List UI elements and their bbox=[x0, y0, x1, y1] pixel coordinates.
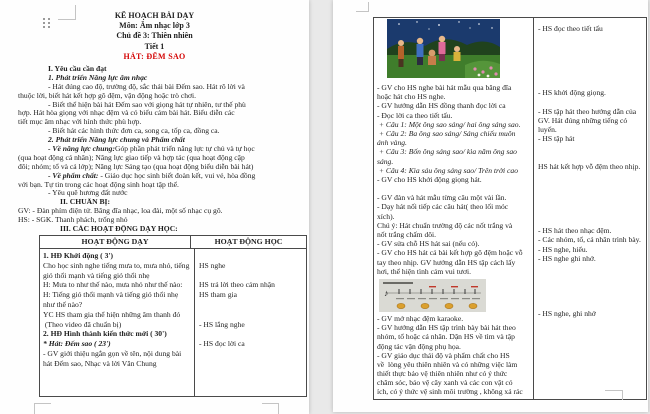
text-line: - HS hát theo nhạc đệm. bbox=[538, 226, 612, 236]
text-line: - HS nghe ghi nhớ. bbox=[538, 253, 596, 263]
lesson-plan-body-text bbox=[18, 65, 306, 234]
text-line: (Theo video đã chuẩn bị) bbox=[43, 319, 122, 329]
text-line: H: Tiếng gió thổi mạnh và tiếng gió thổi nhẹ bbox=[43, 290, 179, 300]
text-line bbox=[199, 271, 306, 281]
text-line: tay theo nhịp. GV hướng dẫn HS tập cách lấy bbox=[377, 257, 516, 267]
text-line bbox=[538, 300, 645, 309]
text-line: - Biết hát các hình thức đơn ca, song ca, tốp ca, đồng ca. bbox=[48, 127, 220, 136]
children-night-sky-illustration bbox=[387, 19, 500, 78]
text-line: - Dạy hát nối tiếp các câu hát( theo lối móc bbox=[377, 202, 509, 212]
text-line: + Câu 2: Ba ông sao sáng/ Sáng chiếu muôn bbox=[377, 128, 516, 138]
lesson-plan-heading bbox=[0, 0, 309, 62]
text-line: KẾ HOẠCH BÀI DẠY bbox=[114, 11, 195, 20]
text-line: YC HS tham gia thể hiện những âm thanh đó bbox=[43, 309, 181, 319]
text-line bbox=[538, 180, 645, 189]
text-line: - GV đàn và hát mẫu từng câu một vài lần. bbox=[377, 193, 507, 203]
text-line bbox=[18, 145, 306, 154]
text-line: - GV hướng dẫn HS đồng thanh đọc lời ca bbox=[377, 101, 506, 111]
text-line bbox=[538, 33, 645, 42]
text-line: - HS đọc theo tiết tấu bbox=[538, 24, 603, 33]
text-line bbox=[538, 189, 645, 198]
teaching-steps-bottom bbox=[377, 314, 531, 397]
text-line: sáng. bbox=[377, 156, 394, 166]
text-line: về lòng yêu thiên nhiên và có những việc làm bbox=[377, 359, 518, 369]
text-line: HÁT: ĐẾM SAO bbox=[123, 51, 186, 61]
text-line: Môn: Âm nhạc lớp 3 bbox=[119, 21, 190, 31]
text-line: H: Mưa to như thế nào, mưa nhỏ như thế nào: bbox=[43, 280, 183, 290]
text-line: HS trả lời theo cảm nhận bbox=[199, 280, 275, 290]
text-line: HS tham gia bbox=[199, 290, 237, 300]
text-line: (qua hoạt động cá nhân); Năng lực giao tiếp và hợp tác (qua hoạt động cặp bbox=[18, 153, 245, 162]
text-line: + Câu 1: Một ông sao sáng/ hai ông sáng sao. bbox=[377, 119, 521, 129]
text-line: 1. HĐ Khởi động ( 3') bbox=[43, 251, 114, 260]
text-line: + Câu 3: Bốn ông sáng sao/ kìa năm ông sao bbox=[377, 147, 517, 157]
text-line bbox=[538, 98, 645, 107]
text-line: - HS tập hát theo hướng dẫn của bbox=[538, 106, 637, 116]
text-line: - Đọc lời ca theo tiết tấu. bbox=[377, 110, 453, 120]
text-line: Tiết 1 bbox=[144, 41, 165, 51]
document-page-1[interactable] bbox=[0, 0, 309, 414]
text-line: III. CÁC HOẠT ĐỘNG DẠY HỌC: bbox=[60, 224, 178, 233]
text-line: - Các nhóm, tổ, cá nhân trình bày. bbox=[538, 235, 641, 245]
text-line: - HS tập hát bbox=[538, 134, 575, 144]
text-line: - HS nghe, hiểu. bbox=[538, 244, 588, 254]
text-line: 1. Phát triển Năng lực âm nhạc bbox=[48, 73, 148, 82]
teaching-activity-column-header: HOẠT ĐỘNG DẠY bbox=[40, 236, 191, 248]
activities-table-body-row bbox=[40, 249, 306, 396]
text-line: - GV giáo dục thái độ và phẩm chất cho HS bbox=[377, 350, 510, 360]
text-line bbox=[199, 329, 306, 339]
text-line bbox=[538, 217, 645, 226]
text-line: - HS nghe, ghi nhớ bbox=[538, 308, 596, 318]
svg-text:♪: ♪ bbox=[384, 287, 389, 298]
teaching-steps-top bbox=[377, 83, 531, 276]
learning-activity-column-header: HOẠT ĐỘNG HỌC bbox=[214, 237, 283, 246]
text-line: GV. Hát đúng những tiếng có bbox=[538, 115, 628, 125]
text-run: - Về năng lực chung: bbox=[48, 144, 115, 153]
text-line: GV: - Đàn phím điện tử. Băng đĩa nhạc, loa đài, một số nhạc cụ gõ. bbox=[18, 207, 223, 216]
text-line bbox=[538, 143, 645, 152]
document-page-2[interactable] bbox=[333, 0, 648, 412]
text-line: luyến. bbox=[538, 125, 557, 135]
text-line: Chủ đề 3: Thiên nhiên bbox=[116, 31, 193, 41]
learning-activity-cell bbox=[534, 18, 646, 399]
text-line: tiết mục âm nhạc với hình thức phù hợp. bbox=[18, 118, 142, 127]
text-line: hơi, thể hiện tình cảm vui tươi. bbox=[377, 266, 471, 276]
text-line: - HS khởi động giọng. bbox=[538, 88, 606, 98]
text-line bbox=[538, 61, 645, 70]
text-line: - GV hướng dẫn HS tập trình bày bài hát theo bbox=[377, 323, 516, 333]
text-line: Cho học sinh nghe tiếng mưa to, mưa nhỏ, tiếng bbox=[43, 260, 190, 270]
text-line bbox=[538, 281, 645, 290]
text-line: - Yêu quê hương đất nước bbox=[48, 189, 128, 198]
text-line bbox=[538, 79, 645, 88]
text-line: gió thổi mạnh và tiếng gió thổi nhẹ bbox=[43, 270, 150, 280]
text-run: - Giáo dục học sinh biết đoàn kết, vui vẻ, hòa đồng bbox=[98, 171, 256, 180]
text-line: * Hát: Đếm sao ( 23') bbox=[43, 339, 111, 349]
text-line: - GV mở nhạc đệm karaoke. bbox=[377, 313, 464, 323]
text-line: - GV cho HS hát cả bài kết hợp gõ đệm hoặc vỗ bbox=[377, 248, 523, 258]
page-margin-crop-mark bbox=[605, 390, 623, 400]
text-line bbox=[538, 199, 645, 208]
page-margin-crop-mark bbox=[58, 5, 76, 20]
text-line: - HS lắng nghe bbox=[199, 319, 245, 329]
text-line: hát Đếm sao, Nhạc và lời Văn Chung bbox=[43, 358, 157, 368]
text-line bbox=[538, 42, 645, 51]
activities-table bbox=[39, 235, 307, 397]
text-line: - Biết thể hiện bài hát Đếm sao với giọng hát tự nhiên, tư thế phù bbox=[48, 100, 246, 109]
text-line: I. Yêu cầu cần đạt bbox=[48, 64, 107, 73]
page-margin-crop-mark bbox=[262, 403, 279, 414]
text-line: - GV cho HS nghe bài hát mẫu qua băng đĩa bbox=[377, 83, 512, 92]
text-line: + Câu 4: Kìa sáu ông sáng sao/ Trên trời cao bbox=[377, 165, 519, 175]
text-line bbox=[18, 172, 306, 181]
text-line: - HS đọc lời ca bbox=[199, 339, 245, 349]
text-line: nhóm, tổ hoặc cá nhân. Dặn HS về tìm và tập bbox=[377, 332, 515, 342]
text-line bbox=[377, 184, 531, 193]
text-line bbox=[199, 300, 306, 310]
activities-table-header-row bbox=[40, 236, 306, 249]
text-line bbox=[538, 153, 645, 162]
text-line: như thế nào? bbox=[43, 299, 83, 309]
page-margin-crop-mark bbox=[356, 2, 369, 12]
text-line bbox=[538, 70, 645, 79]
teaching-activity-cell bbox=[374, 18, 534, 399]
text-line: II. CHUẨN BỊ: bbox=[60, 198, 110, 207]
text-line: nốt trắng chấm dôi. bbox=[377, 230, 437, 239]
text-line: - GV giới thiệu ngắn gọn về tên, nội dung bài bbox=[43, 348, 182, 358]
text-line bbox=[538, 290, 645, 299]
text-line: HS: - SGK. Thanh phách, trống nhỏ bbox=[18, 216, 128, 225]
text-line: động tác vận động phụ họa. bbox=[377, 341, 461, 351]
table-move-handle-dots bbox=[43, 18, 45, 20]
text-run: - Về phẩm chất: bbox=[48, 171, 99, 180]
text-line: ích, có ý thức vệ sinh môi trường , không xả rác bbox=[377, 387, 523, 397]
teaching-activity-cell bbox=[40, 249, 195, 396]
music-notation-image bbox=[379, 279, 486, 312]
text-line bbox=[199, 251, 306, 261]
text-line bbox=[538, 208, 645, 217]
text-line bbox=[538, 263, 645, 272]
text-line: thiết thực bảo vệ thiên nhiên như có ý thức bbox=[377, 369, 508, 379]
text-line: thuộc lời, biết hát kết hợp gõ đệm, vận động hoặc trò chơi. bbox=[18, 91, 197, 100]
text-line: - GV cho HS khởi động giọng hát. bbox=[377, 174, 482, 184]
text-run: Góp phần phát triển năng lực tự chủ và tự học bbox=[115, 144, 255, 153]
text-line: - GV sửa chỗ HS hát sai (nếu có). bbox=[377, 239, 480, 249]
text-line: 2. Phát triển Năng lực chung và Phẩm chất bbox=[48, 136, 185, 145]
text-line bbox=[538, 272, 645, 281]
text-line: HS nghe bbox=[199, 260, 226, 270]
text-line: hợp. Hát hòa giọng với nhạc đệm và có biểu cảm bài hát. Biểu diễn các bbox=[18, 109, 235, 118]
text-line: - Hát đúng cao độ, trường độ, sắc thái bài Đếm sao. Hát rõ lời và bbox=[48, 82, 245, 91]
text-line: HS hát kết hợp vỗ đệm theo nhịp. bbox=[538, 161, 641, 171]
text-line bbox=[538, 171, 645, 180]
page-margin-crop-mark bbox=[34, 403, 51, 414]
text-line: với bạn. Tự tin trong các hoạt động sinh hoạt tập thể. bbox=[18, 180, 179, 189]
text-line: ánh vàng. bbox=[377, 138, 407, 148]
text-line: 2. HĐ Hình thành kiến thức mới ( 30') bbox=[43, 329, 167, 339]
text-line bbox=[199, 310, 306, 320]
text-line: Chú ý: Hát chuẩn trường độ các nốt trắng và bbox=[377, 220, 513, 230]
text-line: xích). bbox=[377, 211, 395, 221]
learning-activity-cell bbox=[195, 249, 306, 396]
activities-table-continued bbox=[373, 17, 647, 400]
text-line: chăm sóc, bảo vệ cây xanh và các con vật có bbox=[377, 378, 513, 388]
text-line: hoặc hát cho HS nghe. bbox=[377, 92, 446, 102]
text-line bbox=[538, 52, 645, 61]
text-line: đôi; nhóm; tổ và cả lớp); Năng lực Sáng tạo (qua hoạt động biểu diễn bài hát) bbox=[18, 162, 254, 171]
